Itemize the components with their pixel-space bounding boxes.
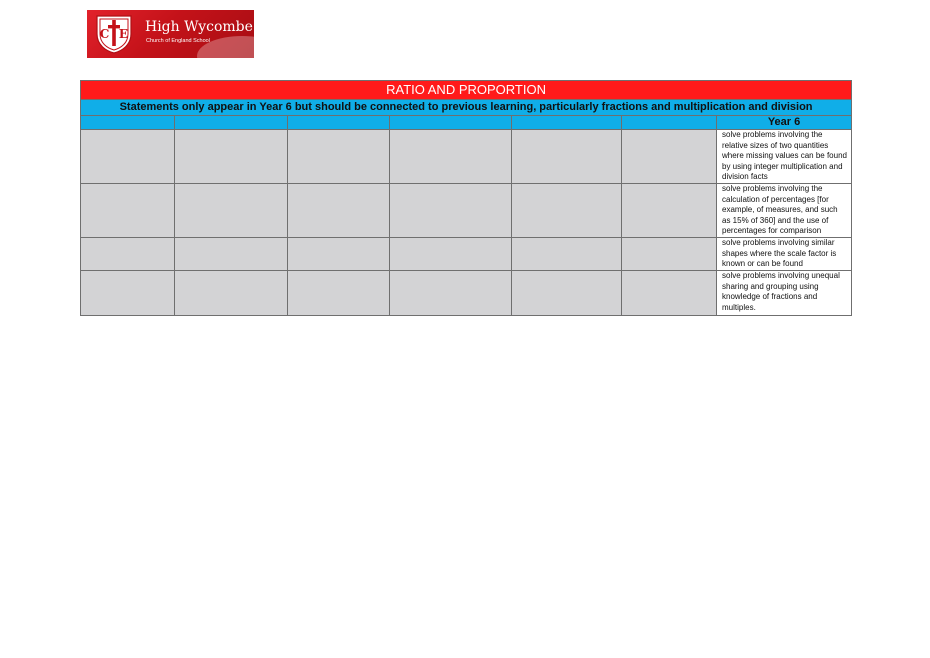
year-header-empty-cell xyxy=(288,116,390,130)
crest-letter-e: E xyxy=(118,27,129,41)
table-row xyxy=(81,238,852,271)
empty-cell xyxy=(622,184,717,238)
empty-cell xyxy=(512,130,622,184)
empty-cell xyxy=(512,271,622,316)
empty-cell xyxy=(81,130,175,184)
year-header-empty-cell xyxy=(81,116,175,130)
crest-icon xyxy=(94,14,134,54)
empty-cell xyxy=(390,238,512,271)
empty-cell xyxy=(622,271,717,316)
empty-cell xyxy=(288,130,390,184)
table-title: RATIO AND PROPORTION xyxy=(81,81,852,100)
year-header-empty-cell xyxy=(175,116,288,130)
empty-cell xyxy=(175,130,288,184)
empty-cell xyxy=(288,238,390,271)
year-header-empty-cell xyxy=(622,116,717,130)
year-header-empty-cell xyxy=(512,116,622,130)
year-6-header: Year 6 xyxy=(717,116,852,130)
statement-cell: solve problems involving the relative sizes of two quantities where missing values can be found by using integer multiplication and division facts xyxy=(717,130,852,184)
empty-cell xyxy=(81,184,175,238)
crest-letter-c: C xyxy=(99,27,110,41)
empty-cell xyxy=(288,184,390,238)
empty-cell xyxy=(622,130,717,184)
empty-cell xyxy=(288,271,390,316)
empty-cell xyxy=(175,184,288,238)
table-row xyxy=(81,184,852,238)
table-row xyxy=(81,130,852,184)
table-row xyxy=(81,271,852,316)
empty-cell xyxy=(175,271,288,316)
empty-cell xyxy=(81,271,175,316)
school-subtitle: Church of England School xyxy=(146,38,210,44)
empty-cell xyxy=(622,238,717,271)
year-header-empty-cell xyxy=(390,116,512,130)
school-name: High Wycombe xyxy=(145,19,253,35)
empty-cell xyxy=(512,238,622,271)
year-header-row xyxy=(81,116,852,130)
ratio-proportion-table xyxy=(80,80,852,316)
table-subtitle: Statements only appear in Year 6 but should be connected to previous learning, particularly fractions and multiplication and division xyxy=(81,100,852,116)
empty-cell xyxy=(390,130,512,184)
statement-cell: solve problems involving unequal sharing and grouping using knowledge of fractions and multiples. xyxy=(717,271,852,316)
empty-cell xyxy=(81,238,175,271)
statement-cell: solve problems involving the calculation of percentages [for example, of measures, and such as 15% of 360] and the use of percentages for comparison xyxy=(717,184,852,238)
empty-cell xyxy=(512,184,622,238)
empty-cell xyxy=(390,184,512,238)
empty-cell xyxy=(175,238,288,271)
empty-cell xyxy=(390,271,512,316)
school-logo xyxy=(87,10,254,58)
statement-cell: solve problems involving similar shapes where the scale factor is known or can be found xyxy=(717,238,852,271)
